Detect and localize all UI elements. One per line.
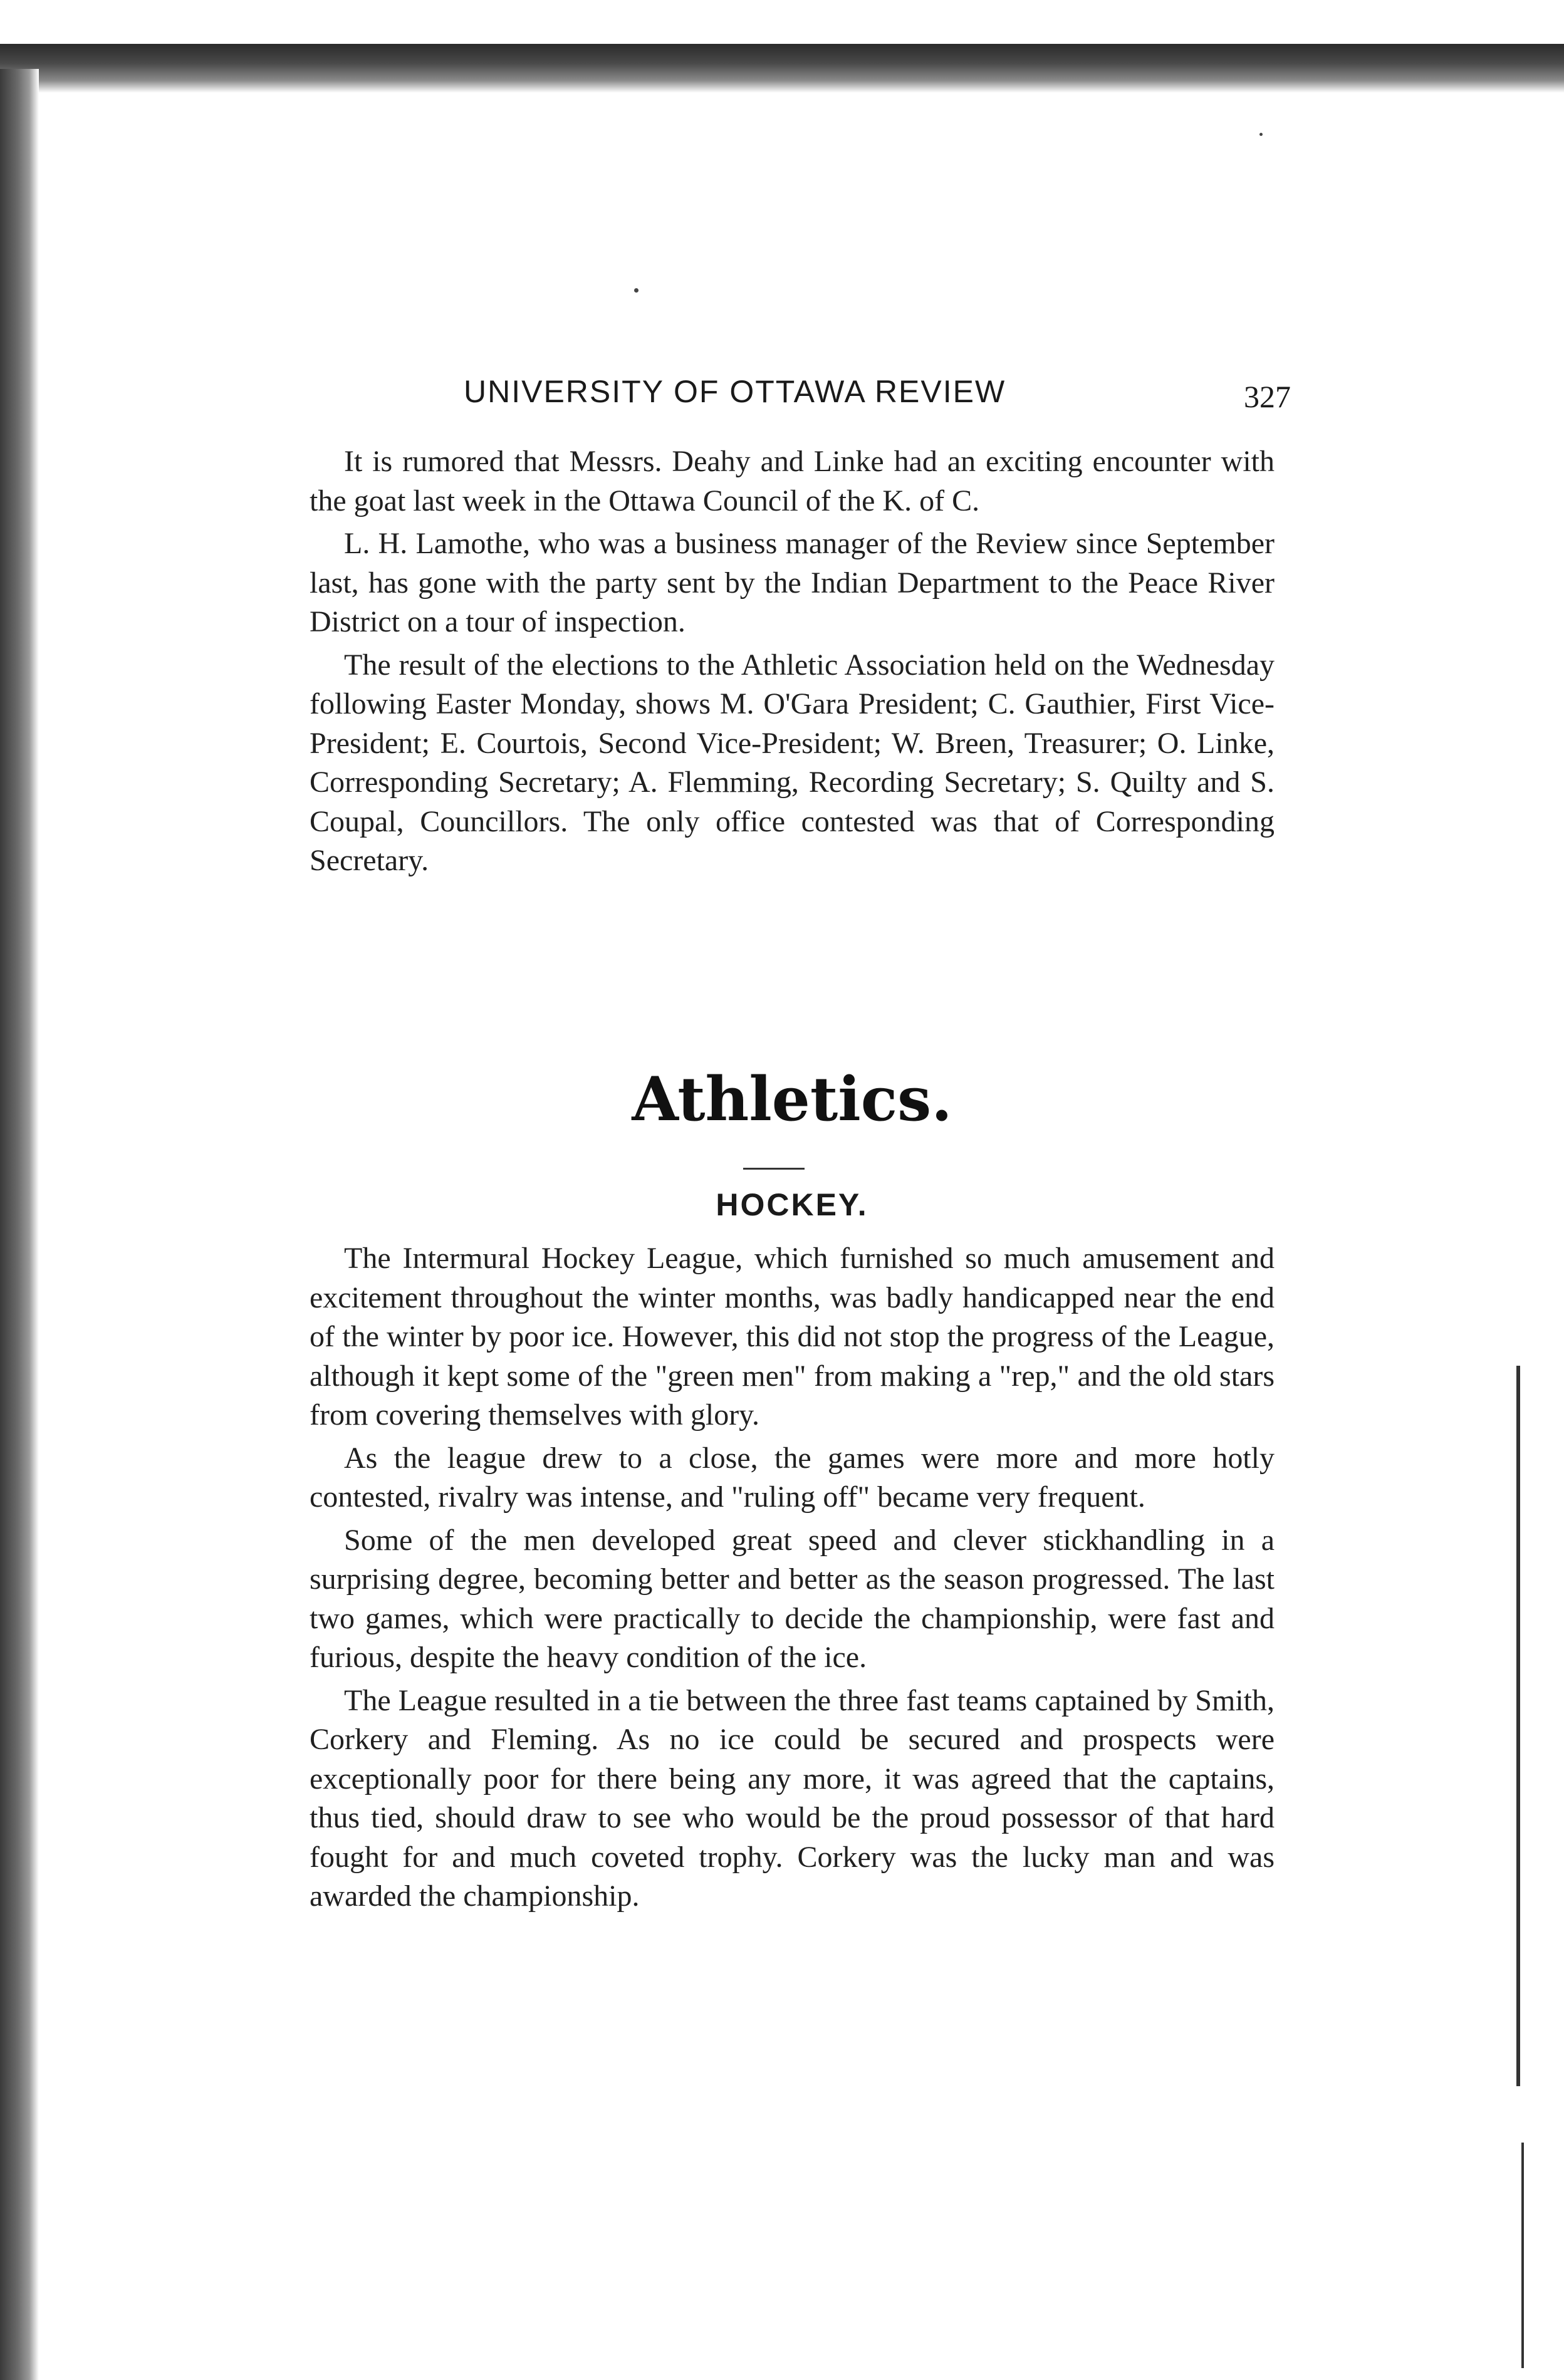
subsection-title: HOCKEY. bbox=[716, 1187, 868, 1222]
section-title: Athletics. bbox=[632, 1064, 952, 1135]
scan-speck bbox=[1259, 133, 1263, 136]
running-head bbox=[464, 373, 1291, 424]
title-rule bbox=[743, 1168, 805, 1170]
page-number: 327 bbox=[1244, 379, 1291, 414]
scan-edge-top bbox=[0, 44, 1564, 93]
scan-mark-right bbox=[1521, 2143, 1524, 2368]
note-paragraph: It is rumored that Messrs. Deahy and Linke had an exciting encounter with the goat last week in the Ottawa Council of the K. of C. bbox=[310, 445, 1275, 517]
athletics-paragraph: The Intermural Hockey League, which furnished so much amusement and excitement throughout the winter months, was badly handicapped near the end of the winter by poor ice. However, this did not stop the progress of the League, although it kept some of the "green men" from making a "rep," and the old stars from covering themselves with glory. bbox=[310, 1242, 1275, 1432]
running-title: UNIVERSITY OF OTTAWA REVIEW bbox=[464, 374, 1006, 409]
scan-speck bbox=[634, 288, 639, 293]
notes-section bbox=[310, 442, 1275, 885]
athletics-section bbox=[310, 1239, 1275, 1920]
scan-edge-left bbox=[0, 69, 39, 2380]
note-paragraph: L. H. Lamothe, who was a business manager of the Review since September last, has gone with the party sent by the Indian Department to the Peace River District on a tour of inspection. bbox=[310, 527, 1275, 638]
athletics-paragraph: As the league drew to a close, the games were more and more hotly contested, rivalry was intense, and "ruling off" became very frequent. bbox=[310, 1441, 1275, 1514]
note-paragraph: The result of the elections to the Athletic Association held on the Wednesday following Easter Monday, shows M. O'Gara President; C. Gauthier, First Vice-President; E. Courtois, Second Vice-President; W. Breen, Treasurer; O. Linke, Corresponding Secretary; A. Flemming, Recording Secretary; S. Quilty and S. Coupal, Councillors. The only office contested was that of Corresponding Secretary. bbox=[310, 648, 1275, 877]
scan-mark-right bbox=[1516, 1366, 1520, 2086]
athletics-paragraph: The League resulted in a tie between the three fast teams captained by Smith, Corkery and Fleming. As no ice could be secured and prospects were exceptionally poor for there being any more, it was agreed that the captains, thus tied, should draw to see who would be the proud possessor of that hard fought for and much coveted trophy. Corkery was the lucky man and was awarded the championship. bbox=[310, 1683, 1275, 1913]
athletics-paragraph: Some of the men developed great speed and clever stickhandling in a surprising degree, becoming better and better as the season progressed. The last two games, which were practically to decide the championship, were fast and furious, despite the heavy condition of the ice. bbox=[310, 1523, 1275, 1674]
